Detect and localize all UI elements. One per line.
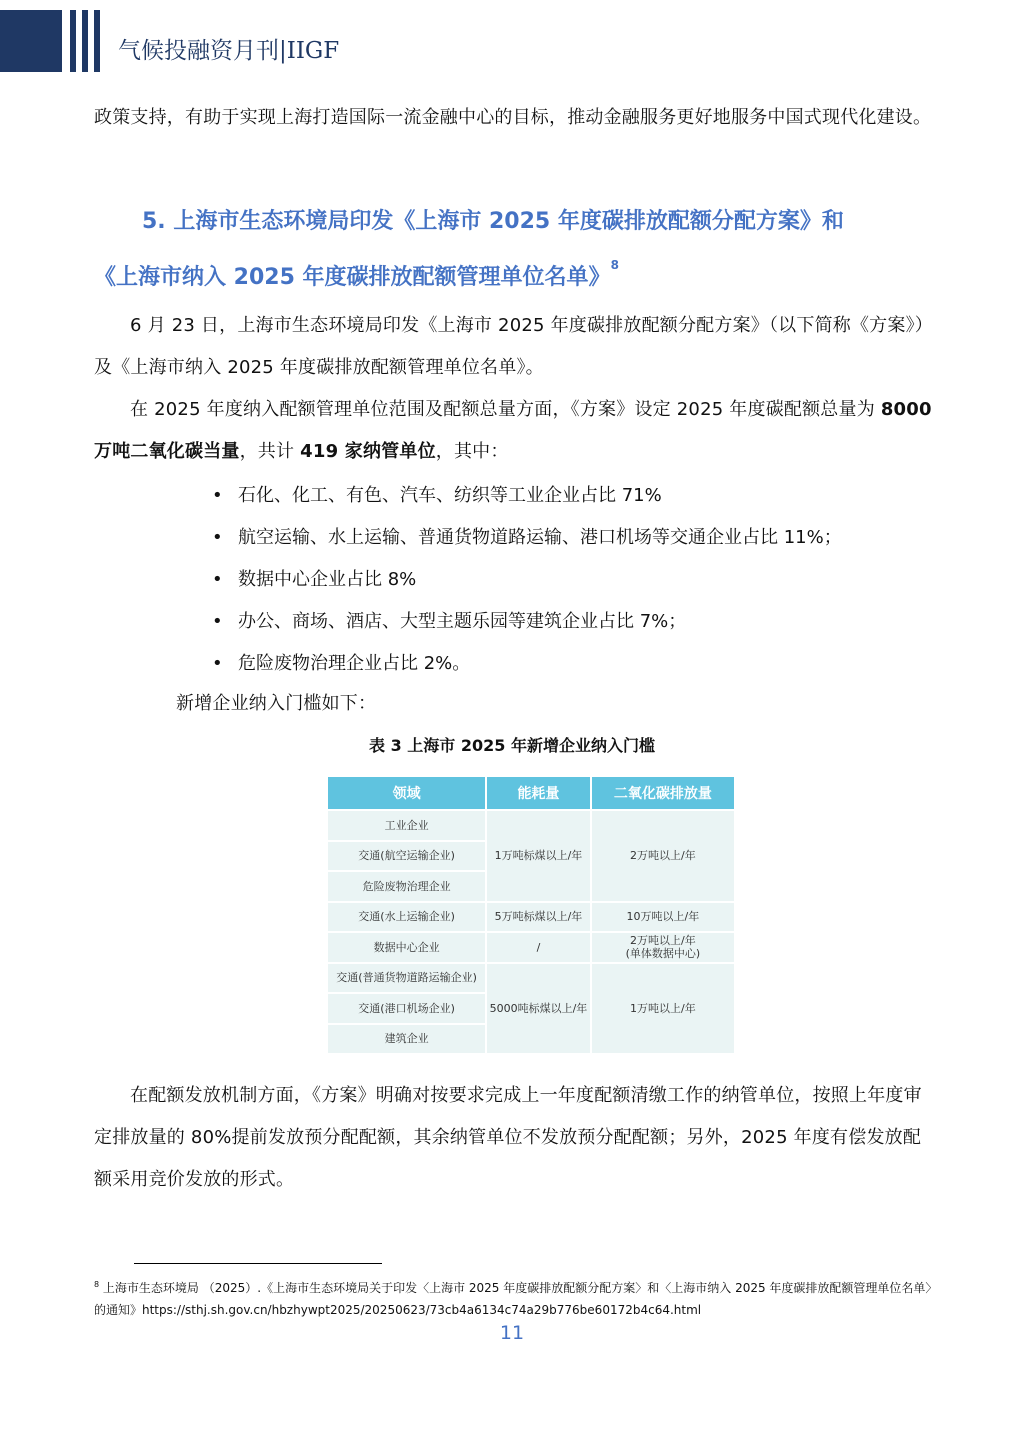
co2-note: (单体数据中心) [625, 947, 701, 961]
list-item: • 危险废物治理企业占比 2%。 [212, 643, 842, 685]
table-caption: 表 3 上海市 2025 年新增企业纳入门槛 [369, 736, 655, 755]
list-item: • 数据中心企业占比 8% [212, 559, 842, 601]
footnote-number: 8 [94, 1280, 100, 1289]
header-cell-energy: 能耗量 [486, 776, 591, 810]
footnote [94, 1274, 934, 1321]
total-quota: 8000 万吨二氧化碳当量 [94, 399, 932, 462]
footnote-divider [134, 1263, 382, 1264]
section-heading-line-1: 5. 上海市生态环境局印发《上海市 2025 年度碳排放配额分配方案》和 [142, 209, 844, 234]
header-cell-co2: 二氧化碳排放量 [591, 776, 735, 810]
page-number: 11 [499, 1322, 525, 1344]
footnote-ref[interactable]: 8 [610, 258, 619, 272]
header-bar-wide [0, 10, 62, 72]
domain-cell: 交通(港口机场企业) [327, 993, 486, 1024]
energy-cell: 5000吨标煤以上/年 [486, 963, 591, 1055]
table-row [327, 963, 735, 994]
energy-cell: 1万吨标煤以上/年 [486, 810, 591, 902]
list-item: • 航空运输、水上运输、普通货物道路运输、港口机场等交通企业占比 11%； [212, 517, 842, 559]
energy-cell: / [486, 932, 591, 963]
paragraph-3-post: ，其中： [435, 441, 509, 462]
list-item: • 办公、商场、酒店、大型主题乐园等建筑企业占比 7%； [212, 601, 842, 643]
co2-cell: 2万吨以上/年 [591, 810, 735, 902]
paragraph-3-mid: ，共计 [239, 441, 301, 462]
header-cell-domain: 领域 [327, 776, 486, 810]
section-heading-text: 《上海市纳入 2025 年度碳排放配额管理单位名单》 [94, 265, 611, 290]
paragraph-4: 新增企业纳入门槛如下： [176, 693, 377, 714]
co2-cell: 10万吨以上/年 [591, 902, 735, 933]
header-title: 气候投融资月刊|IIGF [118, 38, 340, 64]
domain-cell: 建筑企业 [327, 1024, 486, 1055]
energy-cell: 5万吨标煤以上/年 [486, 902, 591, 933]
domain-cell: 数据中心企业 [327, 932, 486, 963]
domain-cell: 交通(普通货物道路运输企业) [327, 963, 486, 994]
domain-cell: 交通(水上运输企业) [327, 902, 486, 933]
share-bullet-list [212, 475, 842, 685]
threshold-table [326, 775, 736, 1055]
table-row [327, 810, 735, 841]
section-heading-line-2 [94, 260, 619, 291]
domain-cell: 工业企业 [327, 810, 486, 841]
list-item: • 石化、化工、有色、汽车、纺织等工业企业占比 71% [212, 475, 842, 517]
paragraph-3-pre: 在 2025 年度纳入配额管理单位范围及配额总量方面，《方案》设定 2025 年度碳配额总量为 [130, 399, 881, 420]
co2-cell: 1万吨以上/年 [591, 963, 735, 1055]
co2-value: 2万吨以上/年 [630, 934, 696, 948]
domain-cell: 交通(航空运输企业) [327, 841, 486, 872]
table-row [327, 932, 735, 963]
header-bar-thin-1 [70, 10, 76, 72]
header-bar-thin-3 [94, 10, 100, 72]
paragraph-2: 6 月 23 日，上海市生态环境局印发《上海市 2025 年度碳排放配额分配方案》（以下简称《方案》）及《上海市纳入 2025 年度碳排放配额管理单位名单》。 [94, 315, 933, 378]
header-bar-thin-2 [82, 10, 88, 72]
footnote-text[interactable]: 上海市生态环境局 （2025）.《上海市生态环境局关于印发〈上海市 2025 年度碳排放配额分配方案〉和〈上海市纳入 2025 年度碳排放配额管理单位名单〉的通知》https://sthj.sh.gov.cn/hbzhywpt2025/20250623/73cb4a6134c74a29b776be60172b4c64.html [94, 1281, 932, 1317]
paragraph-3 [94, 389, 934, 473]
paragraph-5: 在配额发放机制方面，《方案》明确对按要求完成上一年度配额清缴工作的纳管单位，按照上年度审定排放量的 80%提前发放预分配配额，其余纳管单位不发放预分配配额；另外，2025 年度有偿发放配额采用竞价发放的形式。 [94, 1085, 922, 1190]
co2-cell [591, 932, 735, 963]
domain-cell: 危险废物治理企业 [327, 871, 486, 902]
table-row [327, 902, 735, 933]
paragraph-1: 政策支持，有助于实现上海打造国际一流金融中心的目标，推动金融服务更好地服务中国式现代化建设。 [94, 107, 932, 128]
unit-count: 419 家纳管单位 [300, 441, 436, 462]
table-header-row [327, 776, 735, 810]
